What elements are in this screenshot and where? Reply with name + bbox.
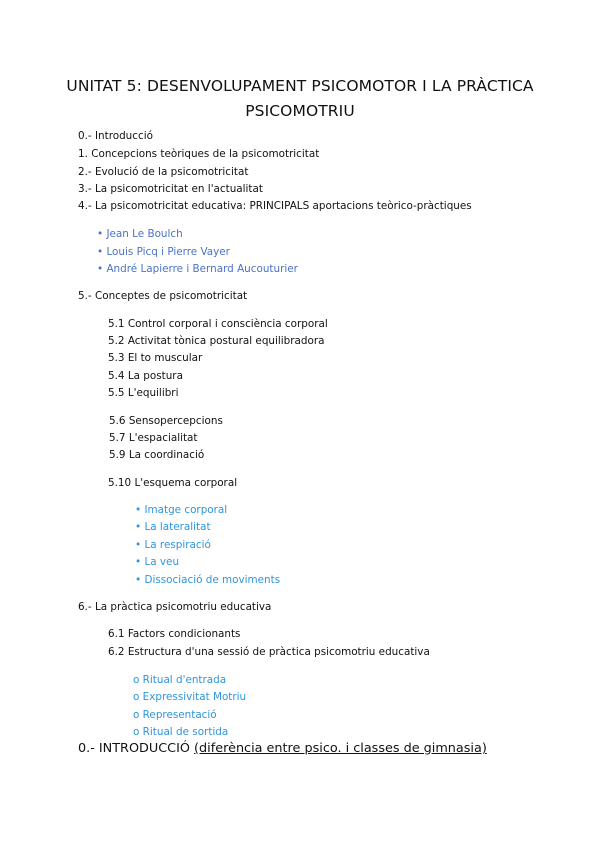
toc-sub-item: 5.2 Activitat tònica postural equilibradora <box>108 335 325 347</box>
toc-item-3: 3.- La psicomotricitat en l'actualitat <box>78 183 263 195</box>
session-step-item: o Ritual d'entrada <box>133 674 226 686</box>
author-list-item: • Jean Le Boulch <box>97 228 183 240</box>
toc-item-4: 4.- La psicomotricitat educativa: PRINCIPALS aportacions teòrico-pràctiques <box>78 200 472 212</box>
toc-sub-item: 5.4 La postura <box>108 370 183 382</box>
intro-heading <box>78 741 487 756</box>
toc-sub-item: 5.5 L'equilibri <box>108 387 179 399</box>
author-list-item: • André Lapierre i Bernard Aucouturier <box>97 263 298 275</box>
body-scheme-item: • Imatge corporal <box>135 504 227 516</box>
toc-sub-item: 6.2 Estructura d'una sessió de pràctica psicomotriu educativa <box>108 646 430 658</box>
toc-section-6: 6.- La pràctica psicomotriu educativa <box>78 601 272 613</box>
toc-section-5: 5.- Conceptes de psicomotricitat <box>78 290 248 302</box>
document-title-line-1: UNITAT 5: DESENVOLUPAMENT PSICOMOTOR I LA PRÀCTICA <box>66 77 534 95</box>
toc-sub-item-5-10: 5.10 L'esquema corporal <box>108 477 238 489</box>
toc-sub-item: 5.3 El to muscular <box>108 352 203 364</box>
toc-sub-item: 5.1 Control corporal i consciència corporal <box>108 318 328 330</box>
toc-sub-item: 5.6 Sensopercepcions <box>109 415 223 427</box>
toc-item-2: 2.- Evolució de la psicomotricitat <box>78 166 249 178</box>
intro-heading-note: (diferència entre psico. i classes de gimnasia) <box>194 741 487 756</box>
session-step-item: o Expressivitat Motriu <box>133 691 246 703</box>
intro-heading-label: 0.- INTRODUCCIÓ <box>78 741 190 756</box>
session-step-item: o Ritual de sortida <box>133 726 228 738</box>
author-list-item: • Louis Picq i Pierre Vayer <box>97 246 230 258</box>
toc-sub-item: 6.1 Factors condicionants <box>108 628 241 640</box>
toc-sub-item: 5.7 L'espacialitat <box>109 432 198 444</box>
session-step-item: o Representació <box>133 709 217 721</box>
toc-item-1: 1. Concepcions teòriques de la psicomotricitat <box>78 148 320 160</box>
document-title <box>60 74 540 124</box>
toc-sub-item: 5.9 La coordinació <box>109 449 205 461</box>
toc-item-0: 0.- Introducció <box>78 130 153 142</box>
document-title-line-2: PSICOMOTRIU <box>245 102 355 120</box>
body-scheme-item: • La respiració <box>135 539 211 551</box>
body-scheme-item: • La veu <box>135 556 179 568</box>
body-scheme-item: • La lateralitat <box>135 521 211 533</box>
body-scheme-item: • Dissociació de moviments <box>135 574 280 586</box>
